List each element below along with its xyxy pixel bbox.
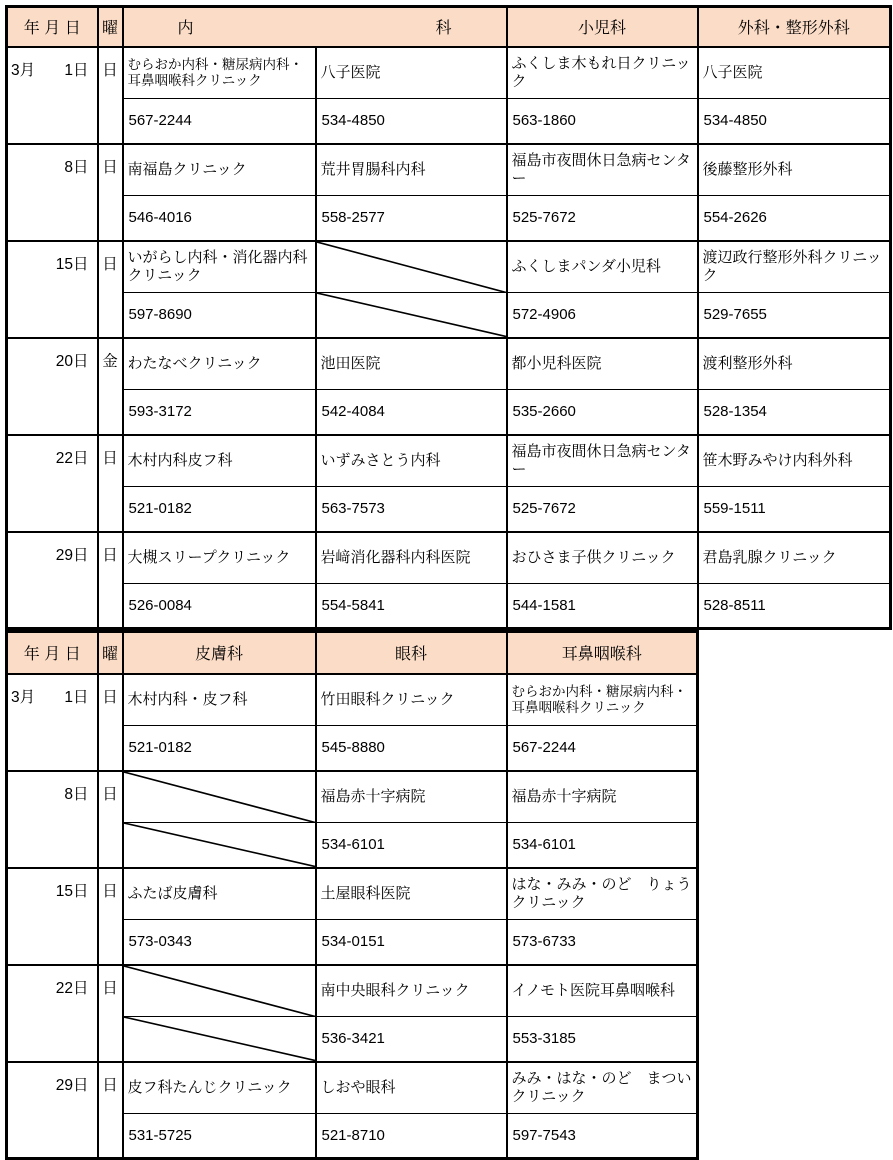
empty-cell-diagonal <box>316 293 507 338</box>
clinic-name-cell: いがらし内科・消化器内科クリニック <box>123 241 316 293</box>
empty-cell-diagonal <box>123 823 316 868</box>
weekday-cell: 日 <box>98 144 123 241</box>
clinic-name-cell: わたなべクリニック <box>123 338 316 390</box>
weekday-cell: 日 <box>98 868 123 965</box>
day-of-month-label: 22日 <box>55 979 89 997</box>
clinic-phone-cell: 531-5725 <box>123 1114 316 1159</box>
dept-header-shonika: 小児科 <box>507 7 698 47</box>
date-cell <box>7 144 98 241</box>
clinic-name-cell: 都小児科医院 <box>507 338 698 390</box>
table-row <box>7 965 698 1017</box>
clinic-phone-cell: 525-7672 <box>507 196 698 241</box>
clinic-name-cell: いずみさとう内科 <box>316 435 507 487</box>
table-row <box>7 47 891 99</box>
clinic-name-cell: 皮フ科たんじクリニック <box>123 1062 316 1114</box>
weekday-cell: 日 <box>98 965 123 1062</box>
clinic-phone-cell: 554-5841 <box>316 584 507 629</box>
weekday-column-header: 曜 <box>98 632 123 674</box>
clinic-phone-cell: 534-4850 <box>316 99 507 144</box>
diagonal-strike-line <box>124 966 315 1017</box>
clinic-name-cell: 南中央眼科クリニック <box>316 965 507 1017</box>
day-of-month-label: 8日 <box>64 158 89 176</box>
table-row <box>7 868 698 920</box>
clinic-phone-cell: 593-3172 <box>123 390 316 435</box>
clinic-name-cell: 福島市夜間休日急病センター <box>507 435 698 487</box>
weekday-cell: 日 <box>98 435 123 532</box>
table-row <box>7 1062 698 1114</box>
dept-header-jibika: 耳鼻咽喉科 <box>507 632 698 674</box>
weekday-cell: 日 <box>98 771 123 868</box>
clinic-phone-cell: 563-7573 <box>316 487 507 532</box>
clinic-name-cell: 土屋眼科医院 <box>316 868 507 920</box>
table-row <box>7 99 891 144</box>
clinic-phone-cell: 534-6101 <box>316 823 507 868</box>
clinic-phone-cell: 534-0151 <box>316 920 507 965</box>
date-column-header: 年 月 日 <box>7 7 98 47</box>
clinic-name-cell: おひさま子供クリニック <box>507 532 698 584</box>
table-row <box>7 144 891 196</box>
dept-header-naika-right: 科 <box>435 20 452 38</box>
diagonal-strike-line <box>317 293 506 337</box>
weekday-cell: 日 <box>98 532 123 629</box>
clinic-name-cell: 大槻スリープクリニック <box>123 532 316 584</box>
day-of-month-label: 15日 <box>55 255 89 273</box>
clinic-phone-cell: 567-2244 <box>507 726 698 771</box>
date-cell <box>7 47 98 144</box>
table-row <box>7 196 891 241</box>
clinic-name-cell: 渡利整形外科 <box>698 338 891 390</box>
clinic-phone-cell: 521-0182 <box>123 726 316 771</box>
table-row <box>7 435 891 487</box>
clinic-phone-cell: 542-4084 <box>316 390 507 435</box>
date-cell <box>7 771 98 868</box>
date-cell <box>7 868 98 965</box>
clinic-phone-cell: 528-1354 <box>698 390 891 435</box>
clinic-name-cell: 池田医院 <box>316 338 507 390</box>
diagonal-strike-line <box>124 1017 315 1061</box>
clinic-phone-cell: 544-1581 <box>507 584 698 629</box>
weekday-cell: 日 <box>98 47 123 144</box>
empty-cell-diagonal <box>123 1017 316 1062</box>
clinic-phone-cell: 567-2244 <box>123 99 316 144</box>
date-cell <box>7 435 98 532</box>
table-row <box>7 338 891 390</box>
clinic-name-cell: 笹木野みやけ内科外科 <box>698 435 891 487</box>
clinic-name-cell: 木村内科・皮フ科 <box>123 674 316 726</box>
clinic-name-cell: 竹田眼科クリニック <box>316 674 507 726</box>
day-of-month-label: 15日 <box>55 882 89 900</box>
clinic-phone-cell: 546-4016 <box>123 196 316 241</box>
clinic-name-cell: 福島赤十字病院 <box>507 771 698 823</box>
clinic-name-cell: はな・みみ・のど りょうクリニック <box>507 868 698 920</box>
day-of-month-label: 1日 <box>64 688 89 706</box>
empty-cell-diagonal <box>316 241 507 293</box>
clinic-name-cell: イノモト医院耳鼻咽喉科 <box>507 965 698 1017</box>
clinic-name-cell: 岩﨑消化器科内科医院 <box>316 532 507 584</box>
empty-cell-diagonal <box>123 965 316 1017</box>
clinic-name-cell: ふくしま木もれ日クリニック <box>507 47 698 99</box>
clinic-phone-cell: 559-1511 <box>698 487 891 532</box>
weekday-cell: 日 <box>98 674 123 771</box>
date-cell <box>7 241 98 338</box>
clinic-phone-cell: 526-0084 <box>123 584 316 629</box>
clinic-name-cell: 八子医院 <box>316 47 507 99</box>
clinic-name-cell: 渡辺政行整形外科クリニック <box>698 241 891 293</box>
table-row <box>7 487 891 532</box>
diagonal-strike-line <box>124 823 315 867</box>
month-label: 3月 <box>11 688 36 706</box>
clinic-phone-cell: 545-8880 <box>316 726 507 771</box>
clinic-phone-cell: 529-7655 <box>698 293 891 338</box>
clinic-name-cell: 木村内科皮フ科 <box>123 435 316 487</box>
clinic-phone-cell: 558-2577 <box>316 196 507 241</box>
clinic-name-cell: 君島乳腺クリニック <box>698 532 891 584</box>
diagonal-strike-line <box>317 242 506 293</box>
date-cell <box>7 965 98 1062</box>
clinic-name-cell: ふくしまパンダ小児科 <box>507 241 698 293</box>
clinic-name-cell: 荒井胃腸科内科 <box>316 144 507 196</box>
table-row <box>7 771 698 823</box>
clinic-phone-cell: 525-7672 <box>507 487 698 532</box>
clinic-phone-cell: 528-8511 <box>698 584 891 629</box>
day-of-month-label: 29日 <box>55 546 89 564</box>
weekday-column-header: 曜 <box>98 7 123 47</box>
clinic-phone-cell: 535-2660 <box>507 390 698 435</box>
clinic-name-cell: むらおか内科・糖尿病内科・耳鼻咽喉科クリニック <box>123 47 316 99</box>
clinic-phone-cell: 573-0343 <box>123 920 316 965</box>
clinic-phone-cell: 573-6733 <box>507 920 698 965</box>
clinic-phone-cell: 554-2626 <box>698 196 891 241</box>
clinic-phone-cell: 553-3185 <box>507 1017 698 1062</box>
weekday-cell: 日 <box>98 241 123 338</box>
clinic-phone-cell: 521-0182 <box>123 487 316 532</box>
table-row <box>7 390 891 435</box>
clinic-name-cell: 後藤整形外科 <box>698 144 891 196</box>
day-of-month-label: 8日 <box>64 785 89 803</box>
date-cell <box>7 338 98 435</box>
table-row <box>7 532 891 584</box>
table-row <box>7 584 891 629</box>
clinic-name-cell: 福島赤十字病院 <box>316 771 507 823</box>
schedule-table-internal-pediatric-surgery <box>5 5 892 630</box>
diagonal-strike-line <box>124 772 315 823</box>
weekday-cell: 金 <box>98 338 123 435</box>
empty-cell-diagonal <box>123 771 316 823</box>
clinic-phone-cell: 534-6101 <box>507 823 698 868</box>
clinic-name-cell: 八子医院 <box>698 47 891 99</box>
clinic-phone-cell: 521-8710 <box>316 1114 507 1159</box>
clinic-name-cell: むらおか内科・糖尿病内科・耳鼻咽喉科クリニック <box>507 674 698 726</box>
table-row <box>7 293 891 338</box>
dept-header-geka: 外科・整形外科 <box>698 7 891 47</box>
clinic-phone-cell: 536-3421 <box>316 1017 507 1062</box>
dept-header-ganka: 眼科 <box>316 632 507 674</box>
clinic-phone-cell: 597-8690 <box>123 293 316 338</box>
table-row <box>7 241 891 293</box>
dept-header-hifuka: 皮膚科 <box>123 632 316 674</box>
date-column-header: 年 月 日 <box>7 632 98 674</box>
table-row <box>7 674 698 726</box>
dept-header-naika-left: 内 <box>177 20 194 38</box>
clinic-name-cell: みみ・はな・のど まついクリニック <box>507 1062 698 1114</box>
schedule-table-derma-eye-ent <box>5 630 699 1160</box>
day-of-month-label: 29日 <box>55 1076 89 1094</box>
date-cell <box>7 1062 98 1159</box>
month-label: 3月 <box>11 61 36 79</box>
day-of-month-label: 22日 <box>55 449 89 467</box>
clinic-name-cell: しおや眼科 <box>316 1062 507 1114</box>
clinic-phone-cell: 563-1860 <box>507 99 698 144</box>
day-of-month-label: 20日 <box>55 352 89 370</box>
weekday-cell: 日 <box>98 1062 123 1159</box>
day-of-month-label: 1日 <box>64 61 89 79</box>
date-cell <box>7 532 98 629</box>
clinic-name-cell: 南福島クリニック <box>123 144 316 196</box>
dept-header-naika <box>123 7 507 47</box>
clinic-phone-cell: 534-4850 <box>698 99 891 144</box>
clinic-name-cell: 福島市夜間休日急病センター <box>507 144 698 196</box>
clinic-phone-cell: 597-7543 <box>507 1114 698 1159</box>
date-cell <box>7 674 98 771</box>
clinic-phone-cell: 572-4906 <box>507 293 698 338</box>
clinic-name-cell: ふたば皮膚科 <box>123 868 316 920</box>
